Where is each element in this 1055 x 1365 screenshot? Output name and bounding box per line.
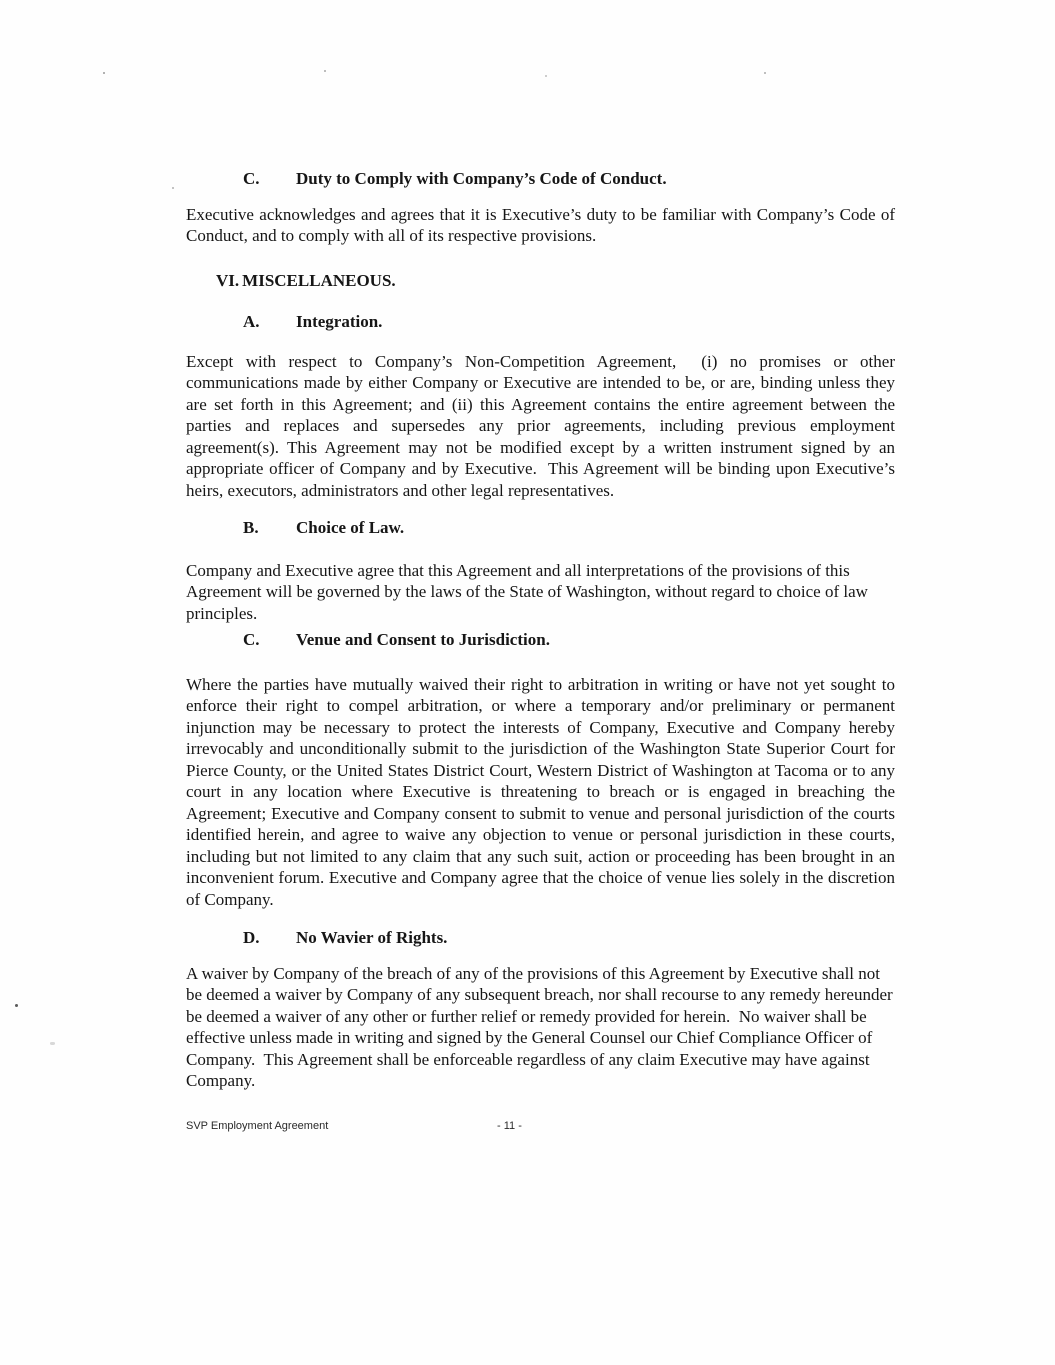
scan-speck [172,187,174,189]
section-title: No Wavier of Rights. [296,928,448,947]
section-letter: C. [243,630,260,649]
scan-speck [545,75,547,77]
page-footer [186,1120,895,1132]
scan-speck [15,1004,18,1007]
paragraph-integration: Except with respect to Company’s Non-Competition Agreement, (i) no promises or other communications made by either Company or Executive are intended to be, or are, binding unless they are set forth in this Agreement; and (ii) this Agreement contains the entire agreement between the parties and replaces and supersedes any prior agreements, including previous employment agreement(s). This Agreement may not be modified except by a written instrument signed by an appropriate officer of Company and by Executive. This Agreement will be binding upon Executive’s heirs, executors, administrators and other legal representatives. [186,351,900,500]
section-number: VI. [216,270,240,290]
section-letter: A. [243,312,260,331]
footer-page-number: - 11 - [497,1120,522,1132]
scan-speck [764,72,766,74]
paragraph-duty: Executive acknowledges and agrees that it is Executive’s duty to be familiar with Company’s Code of Conduct, and to comply with all of its respective provisions. [186,204,900,245]
section-heading-choice-of-law [186,517,895,539]
scan-speck [103,72,105,74]
scan-speck [324,70,326,72]
paragraph-venue: Where the parties have mutually waived their right to arbitration in writing or have not yet sought to enforce their right to compel arbitration, or where a temporary and/or preliminary or permanent injunction may be necessary to protect the interests of Company, Executive and Company hereby irrevocably and unconditionally submit to the jurisdiction of the Washington State Superior Court for Pierce County, or the United States District Court, Western District of Washington at Tacoma or to any court in any location where Executive is threatening to breach or is engaged in breaching the Agreement; Executive and Company consent to submit to venue and personal jurisdiction of the courts identified herein, and agree to waive any objection to venue or personal jurisdiction in these courts, including but not limited to any claim that any such suit, action or proceeding has been brought in an inconvenient forum. Executive and Company agree that the choice of venue lies solely in the discretion of Company. [186,674,900,909]
section-title: Integration. [296,312,383,331]
section-title: Duty to Comply with Company’s Code of Conduct. [296,169,667,188]
section-title: MISCELLANEOUS. [242,270,396,290]
section-letter: B. [243,518,259,537]
section-heading-venue [186,629,895,651]
section-title: Venue and Consent to Jurisdiction. [296,630,550,649]
section-heading-miscellaneous [186,270,895,292]
section-letter: C. [243,169,260,188]
document-body [186,168,900,1092]
section-heading-no-wavier [186,927,895,949]
paragraph-no-wavier: A waiver by Company of the breach of any of the provisions of this Agreement by Executive shall not be deemed a waiver by Company of any subsequent breach, nor shall recourse to any remedy hereunder be deemed a waiver of any other or further relief or remedy provided for herein. No waiver shall be effective unless made in writing and signed by the General Counsel our Chief Compliance Officer of Company. This Agreement shall be enforceable regardless of any claim Executive may have against Company. [186,963,897,1090]
section-title: Choice of Law. [296,518,405,537]
footer-doc-title: SVP Employment Agreement [186,1120,329,1132]
section-letter: D. [243,928,260,947]
scan-speck [50,1042,55,1045]
paragraph-choice-of-law: Company and Executive agree that this Agreement and all interpretations of the provisions of this Agreement will be governed by the laws of the State of Washington, without regard to choice of law principles. [186,560,873,623]
section-heading-integration [186,311,895,333]
section-heading-duty [186,168,895,190]
